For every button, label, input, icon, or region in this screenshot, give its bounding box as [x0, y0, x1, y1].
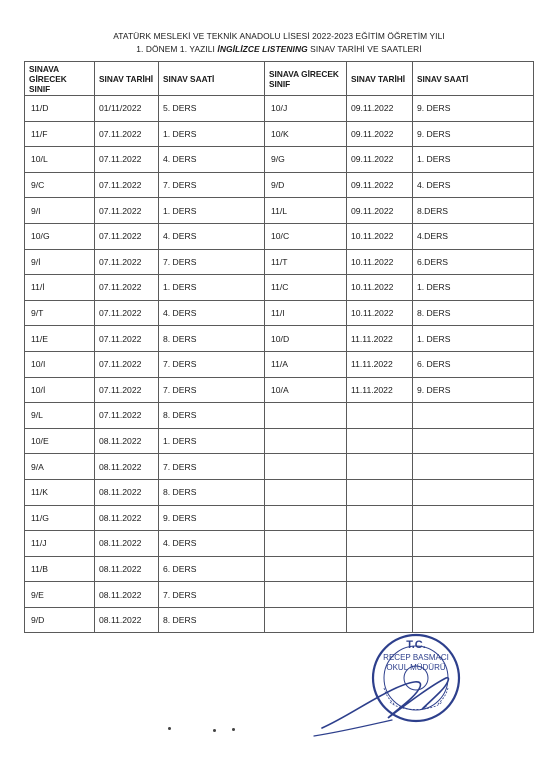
table-row [25, 479, 534, 505]
class-cell: 11/F [25, 121, 95, 147]
class-cell: 10/D [265, 326, 347, 352]
exam-date-cell: 11.11.2022 [347, 351, 413, 377]
exam-period-cell [413, 454, 534, 480]
class-cell: 11/A [265, 351, 347, 377]
exam-period-cell: 6.DERS [413, 249, 534, 275]
exam-date-cell: 07.11.2022 [95, 249, 159, 275]
title-suffix: SINAV TARİHİ VE SAATLERİ [307, 44, 422, 54]
exam-period-cell: 8.DERS [413, 198, 534, 224]
column-header: SINAV SAATİ [159, 62, 265, 96]
class-cell [265, 556, 347, 582]
class-cell: 9/L [25, 403, 95, 429]
class-cell: 9/D [265, 172, 347, 198]
table-row [25, 582, 534, 608]
table-row [25, 531, 534, 557]
exam-date-cell: 10.11.2022 [347, 249, 413, 275]
exam-date-cell [347, 531, 413, 557]
exam-period-cell [413, 403, 534, 429]
exam-period-cell: 8. DERS [159, 326, 265, 352]
table-row [25, 377, 534, 403]
column-header: SINAVA GİRECEK SINIF [265, 62, 347, 96]
class-cell: 10/E [25, 428, 95, 454]
class-cell: 9/D [25, 607, 95, 633]
table-row [25, 198, 534, 224]
exam-date-cell: 08.11.2022 [95, 479, 159, 505]
exam-period-cell [413, 428, 534, 454]
table-row [25, 505, 534, 531]
exam-period-cell [413, 479, 534, 505]
exam-date-cell [347, 454, 413, 480]
exam-period-cell: 8. DERS [159, 479, 265, 505]
exam-period-cell: 6. DERS [413, 351, 534, 377]
table-row [25, 403, 534, 429]
class-cell: 9/İ [25, 249, 95, 275]
class-cell: 10/I [25, 351, 95, 377]
stamp-name-text: RECEP BASMACI [383, 653, 449, 662]
column-header: SINAV TARİHİ [95, 62, 159, 96]
class-cell: 10/G [25, 223, 95, 249]
exam-period-cell: 4. DERS [159, 147, 265, 173]
exam-date-cell [347, 403, 413, 429]
class-cell: 11/D [25, 96, 95, 122]
exam-date-cell [347, 607, 413, 633]
class-cell: 11/T [265, 249, 347, 275]
exam-period-cell: 7. DERS [159, 249, 265, 275]
exam-period-cell: 7. DERS [159, 454, 265, 480]
class-cell: 11/G [25, 505, 95, 531]
class-cell: 10/C [265, 223, 347, 249]
exam-date-cell: 07.11.2022 [95, 377, 159, 403]
exam-period-cell: 7. DERS [159, 351, 265, 377]
table-row [25, 121, 534, 147]
table-row [25, 351, 534, 377]
exam-period-cell: 6. DERS [159, 556, 265, 582]
exam-date-cell [347, 556, 413, 582]
exam-period-cell: 5. DERS [159, 96, 265, 122]
exam-period-cell: 1. DERS [159, 121, 265, 147]
exam-period-cell [413, 505, 534, 531]
exam-period-cell: 7. DERS [159, 172, 265, 198]
class-cell [265, 607, 347, 633]
class-cell: 10/A [265, 377, 347, 403]
exam-date-cell [347, 582, 413, 608]
exam-date-cell: 07.11.2022 [95, 403, 159, 429]
class-cell: 11/B [25, 556, 95, 582]
class-cell [265, 428, 347, 454]
class-cell: 10/K [265, 121, 347, 147]
exam-period-cell: 4. DERS [413, 172, 534, 198]
table-row [25, 147, 534, 173]
column-header: SINAV TARİHİ [347, 62, 413, 96]
class-cell: 9/C [25, 172, 95, 198]
class-cell: 10/İ [25, 377, 95, 403]
title-prefix: 1. DÖNEM 1. YAZILI [136, 44, 218, 54]
exam-period-cell: 4.DERS [413, 223, 534, 249]
scan-speck [213, 729, 216, 732]
exam-period-cell: 8. DERS [413, 300, 534, 326]
class-cell: 9/G [265, 147, 347, 173]
stamp-tc-text: T.C. [406, 639, 426, 651]
scan-speck [232, 728, 235, 731]
exam-date-cell: 09.11.2022 [347, 121, 413, 147]
exam-date-cell [347, 479, 413, 505]
exam-date-cell: 08.11.2022 [95, 531, 159, 557]
exam-date-cell: 07.11.2022 [95, 121, 159, 147]
school-seal-stamp [370, 632, 462, 724]
document-title-line1: ATATÜRK MESLEKİ VE TEKNİK ANADOLU LİSESİ 2022-2023 EĞİTİM ÖĞRETİM YILI [113, 31, 445, 41]
exam-schedule-table [24, 61, 534, 633]
exam-date-cell: 07.11.2022 [95, 223, 159, 249]
class-cell: 11/İ [25, 275, 95, 301]
table-row [25, 275, 534, 301]
class-cell: 11/C [265, 275, 347, 301]
exam-period-cell [413, 556, 534, 582]
exam-period-cell: 8. DERS [159, 607, 265, 633]
exam-period-cell: 4. DERS [159, 531, 265, 557]
table-row [25, 428, 534, 454]
exam-date-cell: 07.11.2022 [95, 172, 159, 198]
class-cell: 9/I [25, 198, 95, 224]
exam-date-cell: 10.11.2022 [347, 223, 413, 249]
exam-period-cell: 1. DERS [159, 428, 265, 454]
exam-date-cell: 07.11.2022 [95, 275, 159, 301]
stamp-title-text: OKUL MÜDÜRÜ [386, 663, 446, 672]
scan-speck [168, 727, 171, 730]
exam-date-cell: 11.11.2022 [347, 377, 413, 403]
class-cell: 11/J [25, 531, 95, 557]
class-cell: 10/J [265, 96, 347, 122]
exam-date-cell [347, 505, 413, 531]
exam-date-cell: 10.11.2022 [347, 275, 413, 301]
exam-period-cell: 1. DERS [159, 275, 265, 301]
exam-period-cell [413, 582, 534, 608]
exam-period-cell: 4. DERS [159, 300, 265, 326]
exam-period-cell: 9. DERS [413, 96, 534, 122]
class-cell [265, 505, 347, 531]
exam-period-cell: 9. DERS [159, 505, 265, 531]
class-cell: 11/E [25, 326, 95, 352]
table-body [25, 96, 534, 633]
exam-date-cell: 09.11.2022 [347, 172, 413, 198]
exam-date-cell: 11.11.2022 [347, 326, 413, 352]
class-cell: 9/E [25, 582, 95, 608]
class-cell: 10/L [25, 147, 95, 173]
exam-date-cell [347, 428, 413, 454]
table-row [25, 326, 534, 352]
class-cell: 9/A [25, 454, 95, 480]
class-cell [265, 479, 347, 505]
table-header-row [25, 62, 534, 96]
class-cell: 9/T [25, 300, 95, 326]
exam-date-cell: 08.11.2022 [95, 454, 159, 480]
title-subject: İNGİLİZCE LISTENING [217, 44, 308, 54]
table-row [25, 607, 534, 633]
exam-date-cell: 09.11.2022 [347, 147, 413, 173]
class-cell [265, 531, 347, 557]
table-row [25, 172, 534, 198]
exam-period-cell: 9. DERS [413, 121, 534, 147]
class-cell: 11/L [265, 198, 347, 224]
exam-date-cell: 08.11.2022 [95, 505, 159, 531]
exam-date-cell: 09.11.2022 [347, 198, 413, 224]
table-row [25, 300, 534, 326]
exam-period-cell: 1. DERS [413, 275, 534, 301]
table-row [25, 454, 534, 480]
exam-period-cell: 9. DERS [413, 377, 534, 403]
exam-period-cell [413, 607, 534, 633]
exam-date-cell: 08.11.2022 [95, 607, 159, 633]
exam-date-cell: 07.11.2022 [95, 147, 159, 173]
exam-period-cell: 1. DERS [413, 147, 534, 173]
document-title-line2 [0, 44, 558, 54]
class-cell [265, 582, 347, 608]
exam-period-cell: 7. DERS [159, 582, 265, 608]
table-row [25, 96, 534, 122]
exam-period-cell: 8. DERS [159, 403, 265, 429]
column-header: SINAV SAATİ [413, 62, 534, 96]
exam-date-cell: 09.11.2022 [347, 96, 413, 122]
table-row [25, 223, 534, 249]
exam-date-cell: 07.11.2022 [95, 198, 159, 224]
exam-date-cell: 08.11.2022 [95, 428, 159, 454]
exam-date-cell: 07.11.2022 [95, 351, 159, 377]
column-header: SINAVA GİRECEK SINIF [25, 62, 95, 96]
class-cell: 11/I [265, 300, 347, 326]
exam-period-cell: 4. DERS [159, 223, 265, 249]
exam-date-cell: 10.11.2022 [347, 300, 413, 326]
exam-date-cell: 08.11.2022 [95, 582, 159, 608]
class-cell [265, 454, 347, 480]
exam-period-cell [413, 531, 534, 557]
table-row [25, 556, 534, 582]
exam-date-cell: 07.11.2022 [95, 300, 159, 326]
table-row [25, 249, 534, 275]
exam-period-cell: 7. DERS [159, 377, 265, 403]
exam-period-cell: 1. DERS [413, 326, 534, 352]
exam-date-cell: 08.11.2022 [95, 556, 159, 582]
class-cell: 11/K [25, 479, 95, 505]
exam-date-cell: 01/11/2022 [95, 96, 159, 122]
exam-period-cell: 1. DERS [159, 198, 265, 224]
exam-date-cell: 07.11.2022 [95, 326, 159, 352]
class-cell [265, 403, 347, 429]
